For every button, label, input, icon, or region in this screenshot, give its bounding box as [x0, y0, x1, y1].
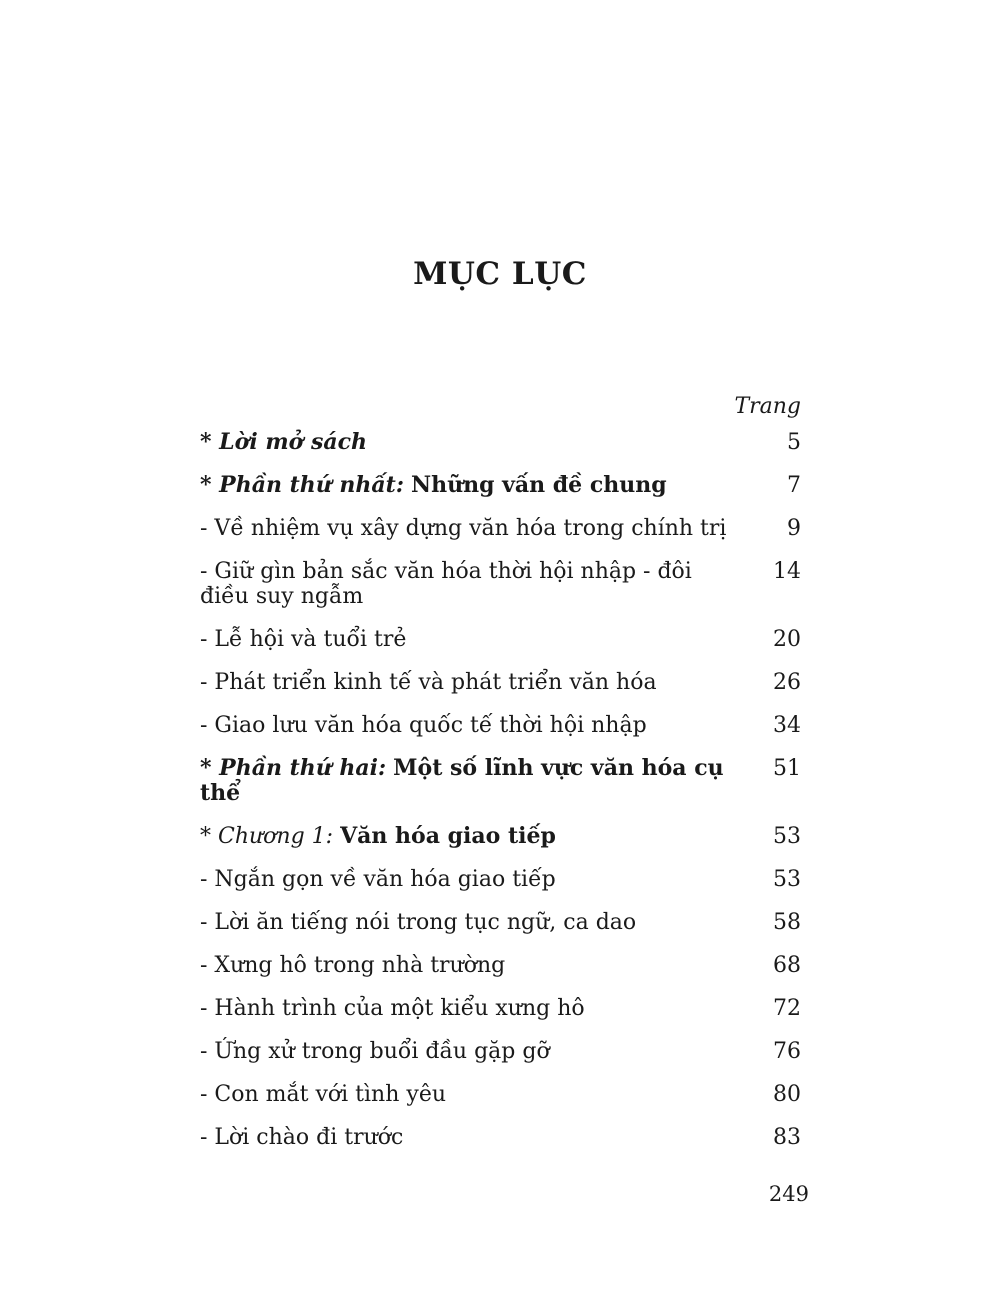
toc-entry-page: 58	[773, 910, 801, 935]
toc-entry-title: - Con mắt với tình yêu	[200, 1082, 447, 1107]
toc-entry-page: 51	[773, 756, 801, 781]
toc-entry-page: 14	[773, 559, 801, 584]
toc-entry	[200, 1039, 801, 1064]
toc-entry	[200, 559, 801, 609]
toc-entry	[200, 516, 801, 541]
toc-entry-title: - Xưng hô trong nhà trường	[200, 953, 506, 978]
toc-entry-title: - Ứng xử trong buổi đầu gặp gỡ	[200, 1039, 550, 1064]
toc-entry-page: 68	[773, 953, 801, 978]
toc-entry-title: - Lời chào đi trước	[200, 1125, 404, 1150]
toc-entry-title: - Giữ gìn bản sắc văn hóa thời hội nhập - đôi điều suy ngẫm	[200, 559, 692, 609]
page-number: 249	[768, 1182, 809, 1206]
toc-entry-page: 53	[773, 824, 801, 849]
toc-entry-part-label: Phần thứ hai:	[219, 755, 387, 781]
toc-entry-part-title: Những vấn đề chung	[410, 472, 667, 498]
toc-entry-title: - Hành trình của một kiểu xưng hô	[200, 996, 585, 1021]
toc-entry	[200, 910, 801, 935]
toc-entry-title: - Phát triển kinh tế và phát triển văn hóa	[200, 670, 657, 695]
toc-entry	[200, 713, 801, 738]
toc-entry	[200, 756, 801, 806]
toc-entry	[200, 996, 801, 1021]
toc-entry-page: 20	[773, 627, 801, 652]
toc-entry-page: 72	[773, 996, 801, 1021]
toc-entry-page: 83	[773, 1125, 801, 1150]
toc-entry-page: 76	[773, 1039, 801, 1064]
toc-entry	[200, 473, 801, 498]
toc-entry-page: 26	[773, 670, 801, 695]
toc-entry-part-label: Phần thứ nhất:	[219, 472, 404, 498]
toc-entry-title: - Giao lưu văn hóa quốc tế thời hội nhập	[200, 713, 647, 738]
toc-entry	[200, 430, 801, 455]
toc-entry	[200, 953, 801, 978]
toc-entry-label: Lời mở sách	[219, 429, 367, 455]
toc-entry	[200, 627, 801, 652]
toc-entry-chapter-title: Văn hóa giao tiếp	[340, 823, 556, 849]
toc-entry	[200, 1125, 801, 1150]
toc-entry-title: * Chương 1: Văn hóa giao tiếp	[200, 823, 556, 849]
toc-entry-title: - Lời ăn tiếng nói trong tục ngữ, ca dao	[200, 910, 637, 935]
toc-entry-page: 53	[773, 867, 801, 892]
toc-entry	[200, 867, 801, 892]
toc-entry	[200, 824, 801, 849]
toc-entry-title: * Lời mở sách	[200, 429, 367, 455]
toc-entry-page: 9	[787, 516, 801, 541]
toc-entry-title: - Ngắn gọn về văn hóa giao tiếp	[200, 867, 556, 892]
page-title: MỤC LỤC	[413, 256, 587, 292]
toc-entry	[200, 670, 801, 695]
toc-entry-title: - Về nhiệm vụ xây dựng văn hóa trong chính trị	[200, 516, 727, 541]
toc-entry-page: 7	[787, 473, 801, 498]
table-of-contents	[200, 430, 801, 1168]
toc-entry-part-title: Một số lĩnh vực văn hóa cụ thể	[200, 755, 724, 806]
toc-entry-title: * Phần thứ nhất: Những vấn đề chung	[200, 472, 667, 498]
page-column-label: Trang	[734, 394, 801, 419]
toc-entry-page: 80	[773, 1082, 801, 1107]
toc-entry	[200, 1082, 801, 1107]
toc-entry-chapter-label: Chương 1:	[218, 824, 334, 849]
toc-entry-title: * Phần thứ hai: Một số lĩnh vực văn hóa cụ thể	[200, 755, 724, 806]
toc-entry-page: 34	[773, 713, 801, 738]
toc-entry-page: 5	[787, 430, 801, 455]
toc-entry-title: - Lễ hội và tuổi trẻ	[200, 627, 407, 652]
